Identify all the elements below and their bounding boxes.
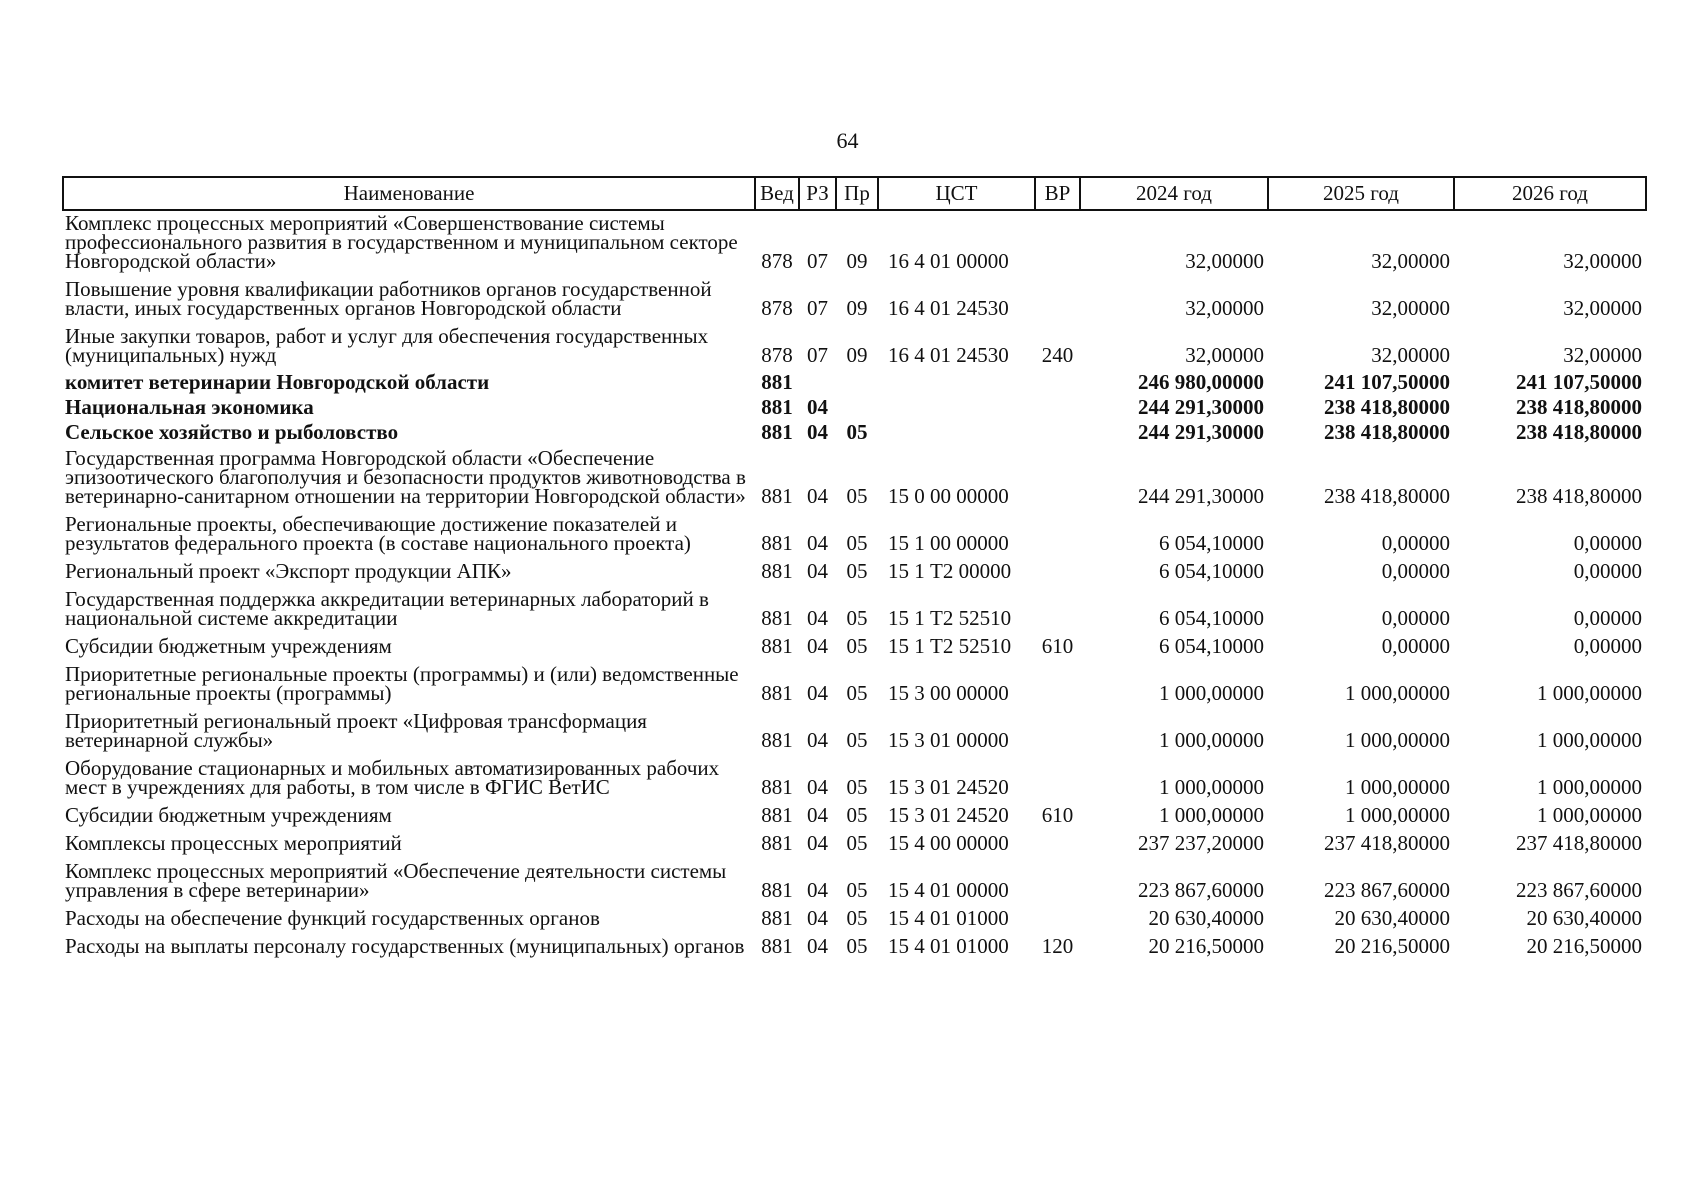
table-row — [63, 396, 1646, 421]
row-2026: 0,00000 — [1573, 634, 1642, 658]
row-vr: 610 — [1041, 803, 1074, 827]
header-pr: Пр — [836, 177, 878, 210]
row-vr — [1035, 277, 1080, 324]
table-row — [63, 662, 1646, 709]
row-2025: 238 418,80000 — [1324, 484, 1450, 508]
row-cst: 16 4 01 24530 — [888, 343, 1009, 367]
row-vr — [1035, 709, 1080, 756]
row-2026: 20 216,50000 — [1526, 934, 1642, 958]
budget-table — [62, 176, 1647, 962]
header-name: Наименование — [63, 177, 755, 210]
row-ved: 881 — [761, 906, 793, 930]
row-2024: 1 000,00000 — [1159, 681, 1264, 705]
row-pr: 05 — [846, 906, 868, 930]
row-name: Комплекс процессных мероприятий «Совершенствование системы профессионального развития в государственном и муниципальном секторе Новгородской области» — [65, 211, 738, 273]
row-2026: 32,00000 — [1563, 343, 1642, 367]
row-ved: 881 — [761, 606, 793, 630]
row-cst: 15 3 01 24520 — [888, 803, 1009, 827]
row-ved: 881 — [761, 934, 793, 958]
table-row — [63, 906, 1646, 934]
table-row — [63, 210, 1646, 277]
row-rz: 04 — [807, 803, 828, 827]
table-header-row — [63, 177, 1646, 210]
row-vr — [1035, 756, 1080, 803]
header-2026: 2026 год — [1454, 177, 1646, 210]
row-2024: 1 000,00000 — [1159, 803, 1264, 827]
table-row — [63, 756, 1646, 803]
row-name: Государственная поддержка аккредитации ветеринарных лабораторий в национальной системе аккредитации — [65, 587, 709, 630]
row-vr — [1035, 906, 1080, 934]
row-2026: 238 418,80000 — [1516, 484, 1642, 508]
row-name: Субсидии бюджетным учреждениям — [65, 634, 392, 658]
row-vr: 240 — [1041, 343, 1074, 367]
row-name: Субсидии бюджетным учреждениям — [65, 803, 392, 827]
row-cst — [878, 371, 1035, 396]
row-vr — [1035, 831, 1080, 859]
table-row — [63, 934, 1646, 962]
row-2024: 223 867,60000 — [1138, 878, 1264, 902]
row-2025: 0,00000 — [1381, 634, 1450, 658]
row-2026: 32,00000 — [1563, 249, 1642, 273]
row-rz: 04 — [807, 831, 828, 855]
row-vr — [1035, 210, 1080, 277]
row-pr: 05 — [846, 484, 868, 508]
row-2025: 0,00000 — [1381, 559, 1450, 583]
table-row — [63, 277, 1646, 324]
row-ved: 881 — [761, 420, 793, 444]
row-2024: 6 054,10000 — [1159, 606, 1264, 630]
row-2025: 1 000,00000 — [1345, 728, 1450, 752]
row-name: Повышение уровня квалификации работников органов государственной власти, иных государственных органов Новгородской области — [65, 277, 712, 320]
row-ved: 881 — [761, 395, 793, 419]
row-2026: 0,00000 — [1573, 606, 1642, 630]
row-cst: 15 4 01 01000 — [888, 906, 1009, 930]
row-2026: 0,00000 — [1573, 559, 1642, 583]
row-2026: 241 107,50000 — [1516, 370, 1642, 394]
row-cst — [878, 421, 1035, 446]
row-cst: 15 4 01 01000 — [888, 934, 1009, 958]
row-name: Расходы на обеспечение функций государственных органов — [65, 906, 600, 930]
table-row — [63, 421, 1646, 446]
row-ved: 881 — [761, 878, 793, 902]
row-2026: 1 000,00000 — [1537, 728, 1642, 752]
row-cst: 15 1 Т2 52510 — [888, 606, 1012, 630]
row-2026: 0,00000 — [1573, 531, 1642, 555]
row-2025: 238 418,80000 — [1324, 420, 1450, 444]
row-ved: 881 — [761, 681, 793, 705]
header-2024: 2024 год — [1080, 177, 1268, 210]
header-ved: Вед — [755, 177, 799, 210]
row-vr — [1035, 446, 1080, 512]
row-ved: 881 — [761, 531, 793, 555]
row-2025: 0,00000 — [1381, 531, 1450, 555]
row-vr — [1035, 396, 1080, 421]
row-2026: 238 418,80000 — [1516, 395, 1642, 419]
row-name: комитет ветеринарии Новгородской области — [65, 370, 490, 394]
row-cst: 16 4 01 24530 — [888, 296, 1009, 320]
row-cst: 15 1 Т2 00000 — [888, 559, 1012, 583]
row-pr: 09 — [846, 249, 868, 273]
table-row — [63, 587, 1646, 634]
row-2025: 238 418,80000 — [1324, 395, 1450, 419]
header-cst: ЦСТ — [878, 177, 1035, 210]
row-rz: 04 — [807, 531, 828, 555]
row-vr: 120 — [1041, 934, 1074, 958]
row-2025: 32,00000 — [1371, 296, 1450, 320]
row-vr — [1035, 421, 1080, 446]
row-pr: 05 — [846, 803, 868, 827]
row-2024: 1 000,00000 — [1159, 728, 1264, 752]
row-name: Национальная экономика — [65, 395, 314, 419]
row-ved: 881 — [761, 728, 793, 752]
row-2025: 0,00000 — [1381, 606, 1450, 630]
table-row — [63, 831, 1646, 859]
row-pr: 05 — [846, 775, 868, 799]
row-pr: 05 — [846, 606, 868, 630]
row-rz: 04 — [807, 878, 828, 902]
row-cst: 15 3 01 00000 — [888, 728, 1009, 752]
row-ved: 881 — [761, 775, 793, 799]
row-pr: 09 — [846, 296, 868, 320]
row-2024: 6 054,10000 — [1159, 634, 1264, 658]
row-2024: 20 216,50000 — [1148, 934, 1264, 958]
row-pr — [836, 396, 878, 421]
row-2025: 20 216,50000 — [1334, 934, 1450, 958]
row-cst — [878, 396, 1035, 421]
row-ved: 881 — [761, 831, 793, 855]
row-name: Государственная программа Новгородской области «Обеспечение эпизоотического благополучия и безопасности продуктов животноводства в ветеринарно-санитарном отношении на территории Новгородской области» — [65, 446, 746, 508]
row-pr: 05 — [846, 934, 868, 958]
page-number: 64 — [836, 128, 859, 153]
row-rz: 04 — [807, 775, 828, 799]
row-2025: 241 107,50000 — [1324, 370, 1450, 394]
row-2026: 20 630,40000 — [1526, 906, 1642, 930]
row-name: Сельское хозяйство и рыболовство — [65, 420, 399, 444]
table-row — [63, 634, 1646, 662]
row-2024: 237 237,20000 — [1138, 831, 1264, 855]
row-ved: 878 — [761, 249, 793, 273]
row-2026: 32,00000 — [1563, 296, 1642, 320]
table-row — [63, 859, 1646, 906]
table-row — [63, 324, 1646, 371]
row-pr: 05 — [846, 559, 868, 583]
row-2025: 1 000,00000 — [1345, 775, 1450, 799]
row-vr — [1035, 662, 1080, 709]
row-pr: 05 — [846, 728, 868, 752]
row-pr: 05 — [846, 420, 868, 444]
row-2024: 244 291,30000 — [1138, 395, 1264, 419]
row-cst: 15 1 Т2 52510 — [888, 634, 1012, 658]
row-ved: 881 — [761, 559, 793, 583]
header-rz: РЗ — [799, 177, 836, 210]
row-ved: 878 — [761, 343, 793, 367]
row-rz: 07 — [807, 249, 828, 273]
row-vr — [1035, 859, 1080, 906]
row-name: Комплекс процессных мероприятий «Обеспечение деятельности системы управления в сфере ветеринарии» — [65, 859, 727, 902]
header-vr: ВР — [1035, 177, 1080, 210]
row-2025: 32,00000 — [1371, 343, 1450, 367]
row-rz: 04 — [807, 634, 828, 658]
row-name: Оборудование стационарных и мобильных автоматизированных рабочих мест в учреждениях для работы, в том числе в ФГИС ВетИС — [65, 756, 720, 799]
row-pr — [836, 371, 878, 396]
row-name: Региональные проекты, обеспечивающие достижение показателей и результатов федерального проекта (в составе национального проекта) — [65, 512, 691, 555]
row-rz: 04 — [807, 681, 828, 705]
row-2024: 6 054,10000 — [1159, 559, 1264, 583]
row-rz: 07 — [807, 296, 828, 320]
row-2026: 1 000,00000 — [1537, 681, 1642, 705]
row-name: Иные закупки товаров, работ и услуг для обеспечения государственных (муниципальных) нужд — [65, 324, 709, 367]
row-ved: 881 — [761, 370, 793, 394]
row-vr: 610 — [1041, 634, 1074, 658]
row-2026: 1 000,00000 — [1537, 803, 1642, 827]
row-vr — [1035, 587, 1080, 634]
row-2024: 6 054,10000 — [1159, 531, 1264, 555]
table-row — [63, 371, 1646, 396]
row-vr — [1035, 512, 1080, 559]
row-name: Региональный проект «Экспорт продукции АПК» — [65, 559, 512, 583]
row-ved: 878 — [761, 296, 793, 320]
row-name: Приоритетные региональные проекты (программы) и (или) ведомственные региональные проекты (программы) — [65, 662, 739, 705]
row-ved: 881 — [761, 484, 793, 508]
row-rz: 04 — [807, 934, 828, 958]
table-row — [63, 803, 1646, 831]
table-row — [63, 559, 1646, 587]
row-2024: 246 980,00000 — [1138, 370, 1264, 394]
row-cst: 15 1 00 00000 — [888, 531, 1009, 555]
row-rz: 04 — [807, 420, 828, 444]
header-2025: 2025 год — [1268, 177, 1454, 210]
row-vr — [1035, 559, 1080, 587]
row-2024: 32,00000 — [1185, 296, 1264, 320]
row-2025: 223 867,60000 — [1324, 878, 1450, 902]
row-rz — [799, 371, 836, 396]
row-name: Комплексы процессных мероприятий — [65, 831, 402, 855]
row-2025: 20 630,40000 — [1334, 906, 1450, 930]
row-cst: 15 0 00 00000 — [888, 484, 1009, 508]
row-name: Расходы на выплаты персоналу государственных (муниципальных) органов — [65, 934, 745, 958]
row-name: Приоритетный региональный проект «Цифровая трансформация ветеринарной службы» — [65, 709, 647, 752]
row-cst: 15 3 00 00000 — [888, 681, 1009, 705]
row-pr: 05 — [846, 831, 868, 855]
row-pr: 05 — [846, 878, 868, 902]
table-row — [63, 446, 1646, 512]
row-rz: 04 — [807, 395, 828, 419]
row-vr — [1035, 371, 1080, 396]
row-rz: 04 — [807, 906, 828, 930]
row-pr: 05 — [846, 531, 868, 555]
row-2024: 32,00000 — [1185, 343, 1264, 367]
row-ved: 881 — [761, 634, 793, 658]
row-rz: 04 — [807, 559, 828, 583]
table-row — [63, 512, 1646, 559]
row-rz: 04 — [807, 606, 828, 630]
row-2025: 237 418,80000 — [1324, 831, 1450, 855]
row-cst: 15 4 00 00000 — [888, 831, 1009, 855]
row-cst: 15 3 01 24520 — [888, 775, 1009, 799]
row-2024: 244 291,30000 — [1138, 420, 1264, 444]
row-2024: 1 000,00000 — [1159, 775, 1264, 799]
row-2025: 1 000,00000 — [1345, 803, 1450, 827]
table-row — [63, 709, 1646, 756]
row-pr: 09 — [846, 343, 868, 367]
row-rz: 04 — [807, 484, 828, 508]
table-body — [63, 210, 1646, 962]
row-2025: 1 000,00000 — [1345, 681, 1450, 705]
row-2024: 20 630,40000 — [1148, 906, 1264, 930]
row-rz: 04 — [807, 728, 828, 752]
row-2026: 238 418,80000 — [1516, 420, 1642, 444]
row-2026: 237 418,80000 — [1516, 831, 1642, 855]
row-2026: 1 000,00000 — [1537, 775, 1642, 799]
row-pr: 05 — [846, 634, 868, 658]
row-2026: 223 867,60000 — [1516, 878, 1642, 902]
row-2024: 32,00000 — [1185, 249, 1264, 273]
row-rz: 07 — [807, 343, 828, 367]
row-2025: 32,00000 — [1371, 249, 1450, 273]
row-pr: 05 — [846, 681, 868, 705]
row-cst: 16 4 01 00000 — [888, 249, 1009, 273]
row-cst: 15 4 01 00000 — [888, 878, 1009, 902]
row-2024: 244 291,30000 — [1138, 484, 1264, 508]
row-ved: 881 — [761, 803, 793, 827]
